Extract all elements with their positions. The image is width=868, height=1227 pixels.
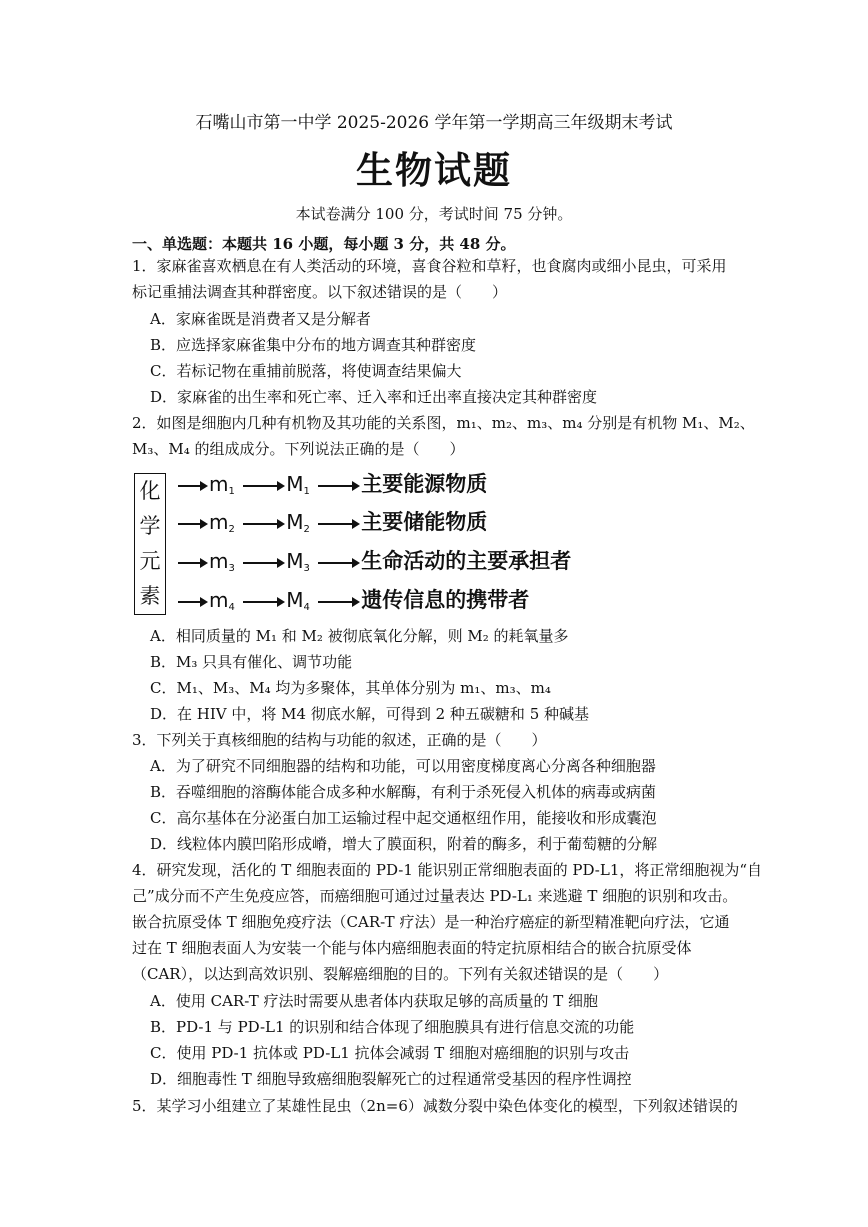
polymer-subscript: 2: [303, 524, 310, 535]
arrow-icon: [178, 485, 206, 487]
q1-option-d: D．家麻雀的出生率和死亡率、迁入率和迁出率直接决定其种群密度: [150, 388, 598, 406]
box-char: 元: [139, 549, 161, 573]
q4-option-c: C．使用 PD-1 抗体或 PD-L1 抗体会减弱 T 细胞对癌细胞的识别与攻击: [150, 1044, 630, 1062]
diagram-row-1: [176, 467, 487, 501]
q1-stem-line-2: 标记重捕法调查其种群密度。以下叙述错误的是（ ）: [132, 283, 508, 301]
diagram-row-2: [176, 505, 487, 539]
q1-stem-line-1: 1．家麻雀喜欢栖息在有人类活动的环境，喜食谷粒和草籽，也食腐肉或细小昆虫，可采用: [132, 257, 727, 275]
monomer-label: m: [209, 510, 229, 534]
arrow-icon: [243, 601, 283, 603]
q3-option-a: A．为了研究不同细胞器的结构和功能，可以用密度梯度离心分离各种细胞器: [150, 757, 656, 775]
polymer-label: M: [286, 472, 304, 496]
arrow-icon: [178, 562, 206, 564]
organic-matter-diagram: [132, 467, 692, 617]
q4-stem-line-3: 嵌合抗原受体 T 细胞免疫疗法（CAR-T 疗法）是一种治疗癌症的新型精准靶向疗法，它通: [132, 913, 730, 931]
q1-option-b: B．应选择家麻雀集中分布的地方调查其种群密度: [150, 336, 477, 354]
arrow-icon: [318, 562, 358, 564]
q4-option-b: B．PD-1 与 PD-L1 的识别和结合体现了细胞膜具有进行信息交流的功能: [150, 1018, 635, 1036]
arrow-icon: [178, 601, 206, 603]
section-heading: 一、单选题：本题共 16 小题，每小题 3 分，共 48 分。: [132, 235, 516, 253]
function-label: 主要储能物质: [361, 510, 488, 534]
arrow-icon: [318, 601, 358, 603]
monomer-label: m: [209, 588, 229, 612]
polymer-subscript: 1: [303, 486, 310, 497]
school-header: 石嘴山市第一中学 2025-2026 学年第一学期高三年级期末考试: [195, 113, 673, 133]
monomer-label: m: [209, 472, 229, 496]
arrow-icon: [318, 485, 358, 487]
box-char: 素: [139, 584, 161, 608]
monomer-subscript: 3: [228, 563, 235, 574]
q2-option-a: A．相同质量的 M₁ 和 M₂ 被彻底氧化分解，则 M₂ 的耗氧量多: [150, 627, 569, 645]
q3-option-b: B．吞噬细胞的溶酶体能合成多种水解酶，有利于杀死侵入机体的病毒或病菌: [150, 783, 657, 801]
function-label: 生命活动的主要承担者: [361, 549, 572, 573]
function-label: 遗传信息的携带者: [361, 588, 530, 612]
q2-option-d: D．在 HIV 中，将 M4 彻底水解，可得到 2 种五碳糖和 5 种碱基: [150, 705, 590, 723]
function-label: 主要能源物质: [361, 472, 488, 496]
box-char: 学: [139, 514, 161, 538]
q3-option-c: C．高尔基体在分泌蛋白加工运输过程中起交通枢纽作用，能接收和形成囊泡: [150, 809, 657, 827]
polymer-subscript: 4: [303, 602, 310, 613]
q2-stem-line-1: 2．如图是细胞内几种有机物及其功能的关系图，m₁、m₂、m₃、m₄ 分别是有机物 M₁、M₂、: [132, 414, 755, 432]
q4-stem-line-2: 己”成分而不产生免疫应答，而癌细胞可通过过量表达 PD-L₁ 来逃避 T 细胞的识别和攻击。: [132, 887, 738, 905]
polymer-label: M: [286, 549, 304, 573]
q3-stem: 3．下列关于真核细胞的结构与功能的叙述，正确的是（ ）: [132, 731, 547, 749]
q4-option-d: D．细胞毒性 T 细胞导致癌细胞裂解死亡的过程通常受基因的程序性调控: [150, 1070, 632, 1088]
q4-stem-line-4: 过在 T 细胞表面人为安装一个能与体内癌细胞表面的特定抗原相结合的嵌合抗原受体: [132, 939, 692, 957]
q4-option-a: A．使用 CAR-T 疗法时需要从患者体内获取足够的高质量的 T 细胞: [150, 992, 599, 1010]
polymer-label: M: [286, 588, 304, 612]
q2-stem-line-2: M₃、M₄ 的组成成分。下列说法正确的是（ ）: [132, 440, 465, 458]
monomer-label: m: [209, 549, 229, 573]
monomer-subscript: 1: [228, 486, 235, 497]
arrow-icon: [318, 523, 358, 525]
q5-stem: 5．某学习小组建立了某雄性昆虫（2n=6）减数分裂中染色体变化的模型，下列叙述错误的: [132, 1097, 738, 1115]
q4-stem-line-1: 4．研究发现，活化的 T 细胞表面的 PD-1 能识别正常细胞表面的 PD-L1，将正常细胞视为“自: [132, 861, 763, 879]
arrow-icon: [243, 523, 283, 525]
box-char: 化: [139, 479, 161, 503]
diagram-row-3: [176, 544, 571, 578]
monomer-subscript: 2: [228, 524, 235, 535]
q4-stem-line-5: （CAR），以达到高效识别、裂解癌细胞的目的。下列有关叙述错误的是（ ）: [132, 965, 669, 983]
q3-option-d: D．线粒体内膜凹陷形成嵴，增大了膜面积，附着的酶多，利于葡萄糖的分解: [150, 835, 658, 853]
arrow-icon: [243, 562, 283, 564]
q1-option-a: A．家麻雀既是消费者又是分解者: [150, 310, 371, 328]
arrow-icon: [178, 523, 206, 525]
q2-option-b: B．M₃ 只具有催化、调节功能: [150, 653, 353, 671]
q2-option-c: C．M₁、M₃、M₄ 均为多聚体，其单体分别为 m₁、m₃、m₄: [150, 679, 551, 697]
monomer-subscript: 4: [228, 602, 235, 613]
exam-note: 本试卷满分 100 分，考试时间 75 分钟。: [295, 205, 573, 223]
page-title: 生物试题: [356, 149, 512, 192]
polymer-label: M: [286, 510, 304, 534]
diagram-row-4: [176, 583, 529, 617]
arrow-icon: [243, 485, 283, 487]
polymer-subscript: 3: [303, 563, 310, 574]
chemical-elements-box: [134, 473, 166, 615]
q1-option-c: C．若标记物在重捕前脱落，将使调查结果偏大: [150, 362, 462, 380]
